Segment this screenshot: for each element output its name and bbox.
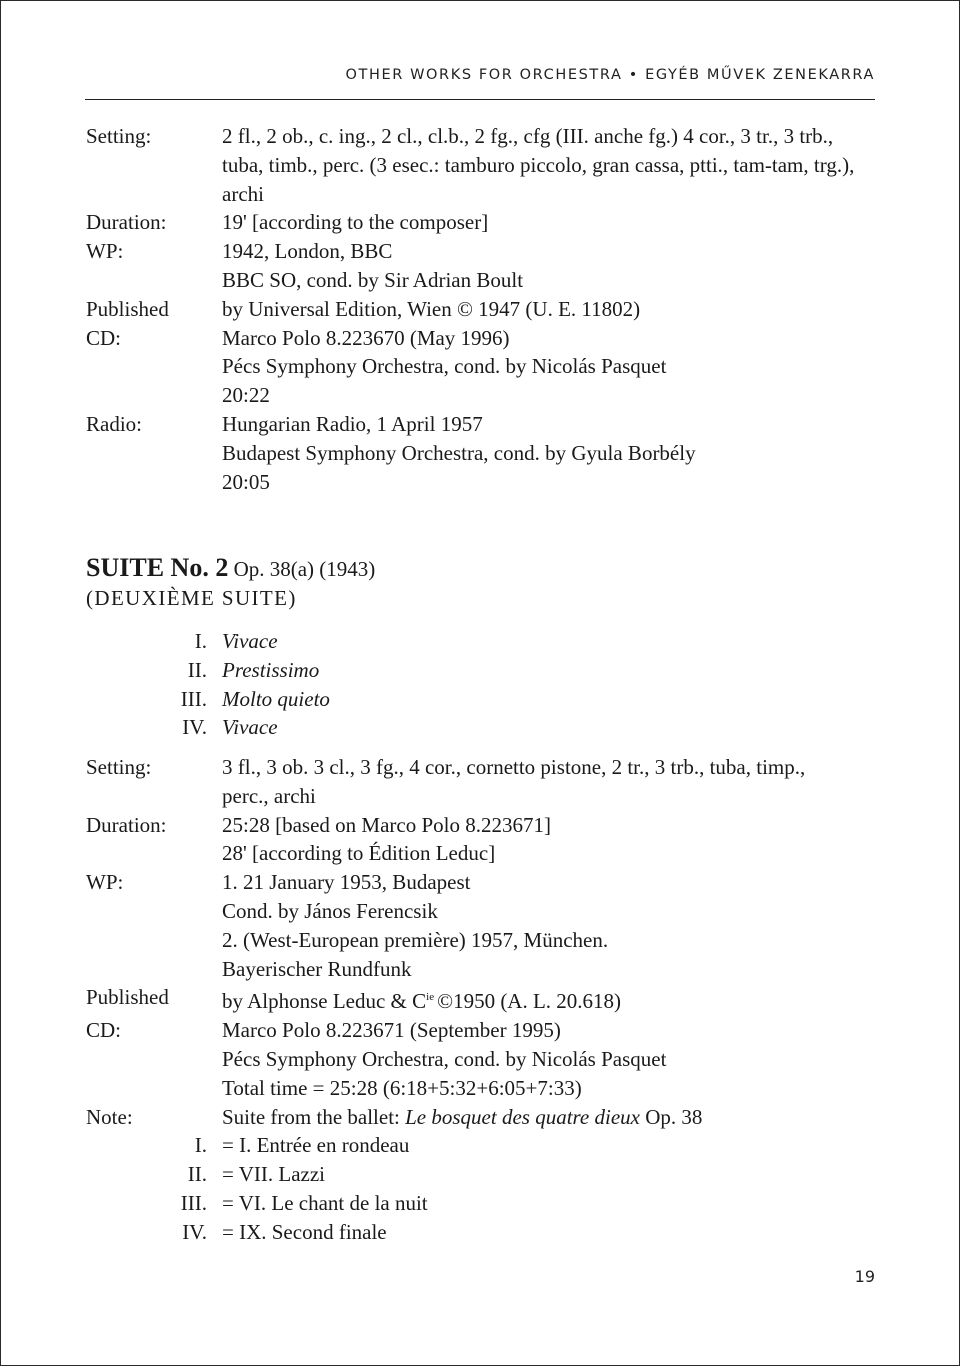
entry-row-duration	[86, 811, 875, 869]
entry-row-published	[86, 983, 875, 1016]
published-copyright: ©1950 (A. L. 20.618)	[437, 989, 622, 1014]
entry-value: 20:22	[222, 383, 270, 408]
movement-item	[86, 713, 330, 742]
movement-list	[86, 627, 330, 742]
correspondence-row	[86, 1189, 875, 1218]
movement-name: Prestissimo	[222, 657, 320, 682]
correspondence-text: = IX. Second finale	[222, 1219, 387, 1244]
movement-item	[86, 627, 330, 656]
first-work-details	[86, 122, 875, 496]
movement-number: II.	[187, 657, 207, 682]
entry-label: Setting:	[86, 755, 152, 779]
entry-value: Marco Polo 8.223670 (May 1996)	[222, 325, 510, 350]
movement-number: III.	[180, 686, 207, 711]
correspondence-number: IV.	[182, 1219, 207, 1244]
correspondence-number: III.	[180, 1190, 207, 1215]
movement-name: Vivace	[222, 715, 278, 740]
entry-label: Published	[86, 985, 169, 1010]
movement-item	[86, 685, 330, 714]
suite-title-opus: Op. 38(a) (1943)	[228, 557, 376, 581]
entry-value: Total time = 25:28 (6:18+5:32+6:05+7:33)	[222, 1075, 582, 1100]
entry-value	[222, 983, 875, 1016]
entry-value	[222, 1103, 875, 1132]
entry-row-cd	[86, 324, 875, 410]
published-superscript: ie	[426, 991, 435, 1004]
correspondence-row	[86, 1131, 875, 1160]
entry-label: CD:	[86, 325, 122, 350]
entry-label: Published	[86, 296, 169, 321]
running-head: OTHER WORKS FOR ORCHESTRA • EGYÉB MŰVEK ZENEKARRA	[345, 67, 875, 83]
entry-label: Note:	[86, 1104, 133, 1129]
note-ballet-title: Le bosquet des quatre dieux	[405, 1104, 640, 1129]
correspondence-row	[86, 1218, 875, 1247]
entry-value: 3 fl., 3 ob. 3 cl., 3 fg., 4 cor., cornetto pistone, 2 tr., 3 trb., tuba, timp.,	[222, 755, 806, 779]
suite-title-bold: SUITE No. 2	[86, 553, 229, 582]
entry-value: Bayerischer Rundfunk	[222, 956, 412, 981]
entry-value: BBC SO, cond. by Sir Adrian Boult	[222, 267, 524, 292]
movement-item	[86, 656, 330, 685]
entry-row-radio	[86, 410, 875, 496]
entry-row-cd	[86, 1016, 875, 1102]
suite-title	[86, 553, 375, 583]
entry-value: Cond. by János Ferencsik	[222, 898, 438, 923]
entry-value: perc., archi	[222, 783, 316, 808]
entry-value: 1. 21 January 1953, Budapest	[222, 870, 471, 895]
entry-label: CD:	[86, 1018, 122, 1043]
entry-value: 2. (West-European première) 1957, München.	[222, 927, 609, 952]
suite-subtitle: (DEUXIÈME SUITE)	[86, 586, 297, 610]
correspondence-number: II.	[187, 1162, 207, 1187]
entry-value: 20:05	[222, 469, 270, 494]
entry-label: Duration:	[86, 210, 167, 235]
entry-row-duration	[86, 208, 875, 237]
entry-value: 1942, London, BBC	[222, 239, 393, 264]
entry-value: Pécs Symphony Orchestra, cond. by Nicolás Pasquet	[222, 1046, 667, 1071]
entry-label: Radio:	[86, 411, 142, 436]
movement-name: Vivace	[222, 629, 278, 653]
suite-details	[86, 753, 875, 1247]
movement-number: IV.	[182, 715, 207, 740]
entry-label: WP:	[86, 870, 124, 895]
entry-value: Hungarian Radio, 1 April 1957	[222, 411, 483, 436]
page-number: 19	[854, 1267, 875, 1286]
entry-value: Pécs Symphony Orchestra, cond. by Nicolás Pasquet	[222, 354, 667, 379]
entry-label: WP:	[86, 239, 124, 264]
correspondence-row	[86, 1160, 875, 1189]
entry-row-wp	[86, 237, 875, 295]
entry-value: Budapest Symphony Orchestra, cond. by Gyula Borbély	[222, 440, 696, 465]
published-text: by Alphonse Leduc & C	[222, 989, 427, 1014]
entry-value: 2 fl., 2 ob., c. ing., 2 cl., cl.b., 2 fg., cfg (III. anche fg.) 4 cor., 3 tr., 3 trb., tuba, timb., perc. (3 esec.: tamburo piccolo, gran cassa, ptti., tam-tam, trg.), archi	[222, 124, 855, 206]
note-opus: Op. 38	[639, 1104, 703, 1129]
movement-name: Molto quieto	[222, 686, 330, 711]
correspondence-text: = I. Entrée en rondeau	[222, 1133, 410, 1158]
entry-value: 19' [according to the composer]	[222, 210, 489, 235]
entry-row-setting	[86, 753, 875, 811]
correspondence-text: = VII. Lazzi	[222, 1162, 325, 1187]
note-text: Suite from the ballet:	[222, 1104, 406, 1129]
entry-label: Duration:	[86, 812, 167, 837]
correspondence-text: = VI. Le chant de la nuit	[222, 1190, 428, 1215]
header-rule	[85, 99, 875, 100]
entry-row-note	[86, 1103, 875, 1132]
movement-number: I.	[194, 629, 207, 653]
entry-label: Setting:	[86, 124, 152, 148]
entry-row-wp	[86, 868, 875, 983]
entry-row-published	[86, 295, 875, 324]
entry-value: Marco Polo 8.223671 (September 1995)	[222, 1018, 561, 1043]
entry-value: 28' [according to Édition Leduc]	[222, 841, 496, 866]
entry-value: by Universal Edition, Wien © 1947 (U. E. 11802)	[222, 296, 641, 321]
entry-row-setting	[86, 122, 875, 208]
entry-value: 25:28 [based on Marco Polo 8.223671]	[222, 812, 551, 837]
correspondence-number: I.	[194, 1133, 207, 1158]
